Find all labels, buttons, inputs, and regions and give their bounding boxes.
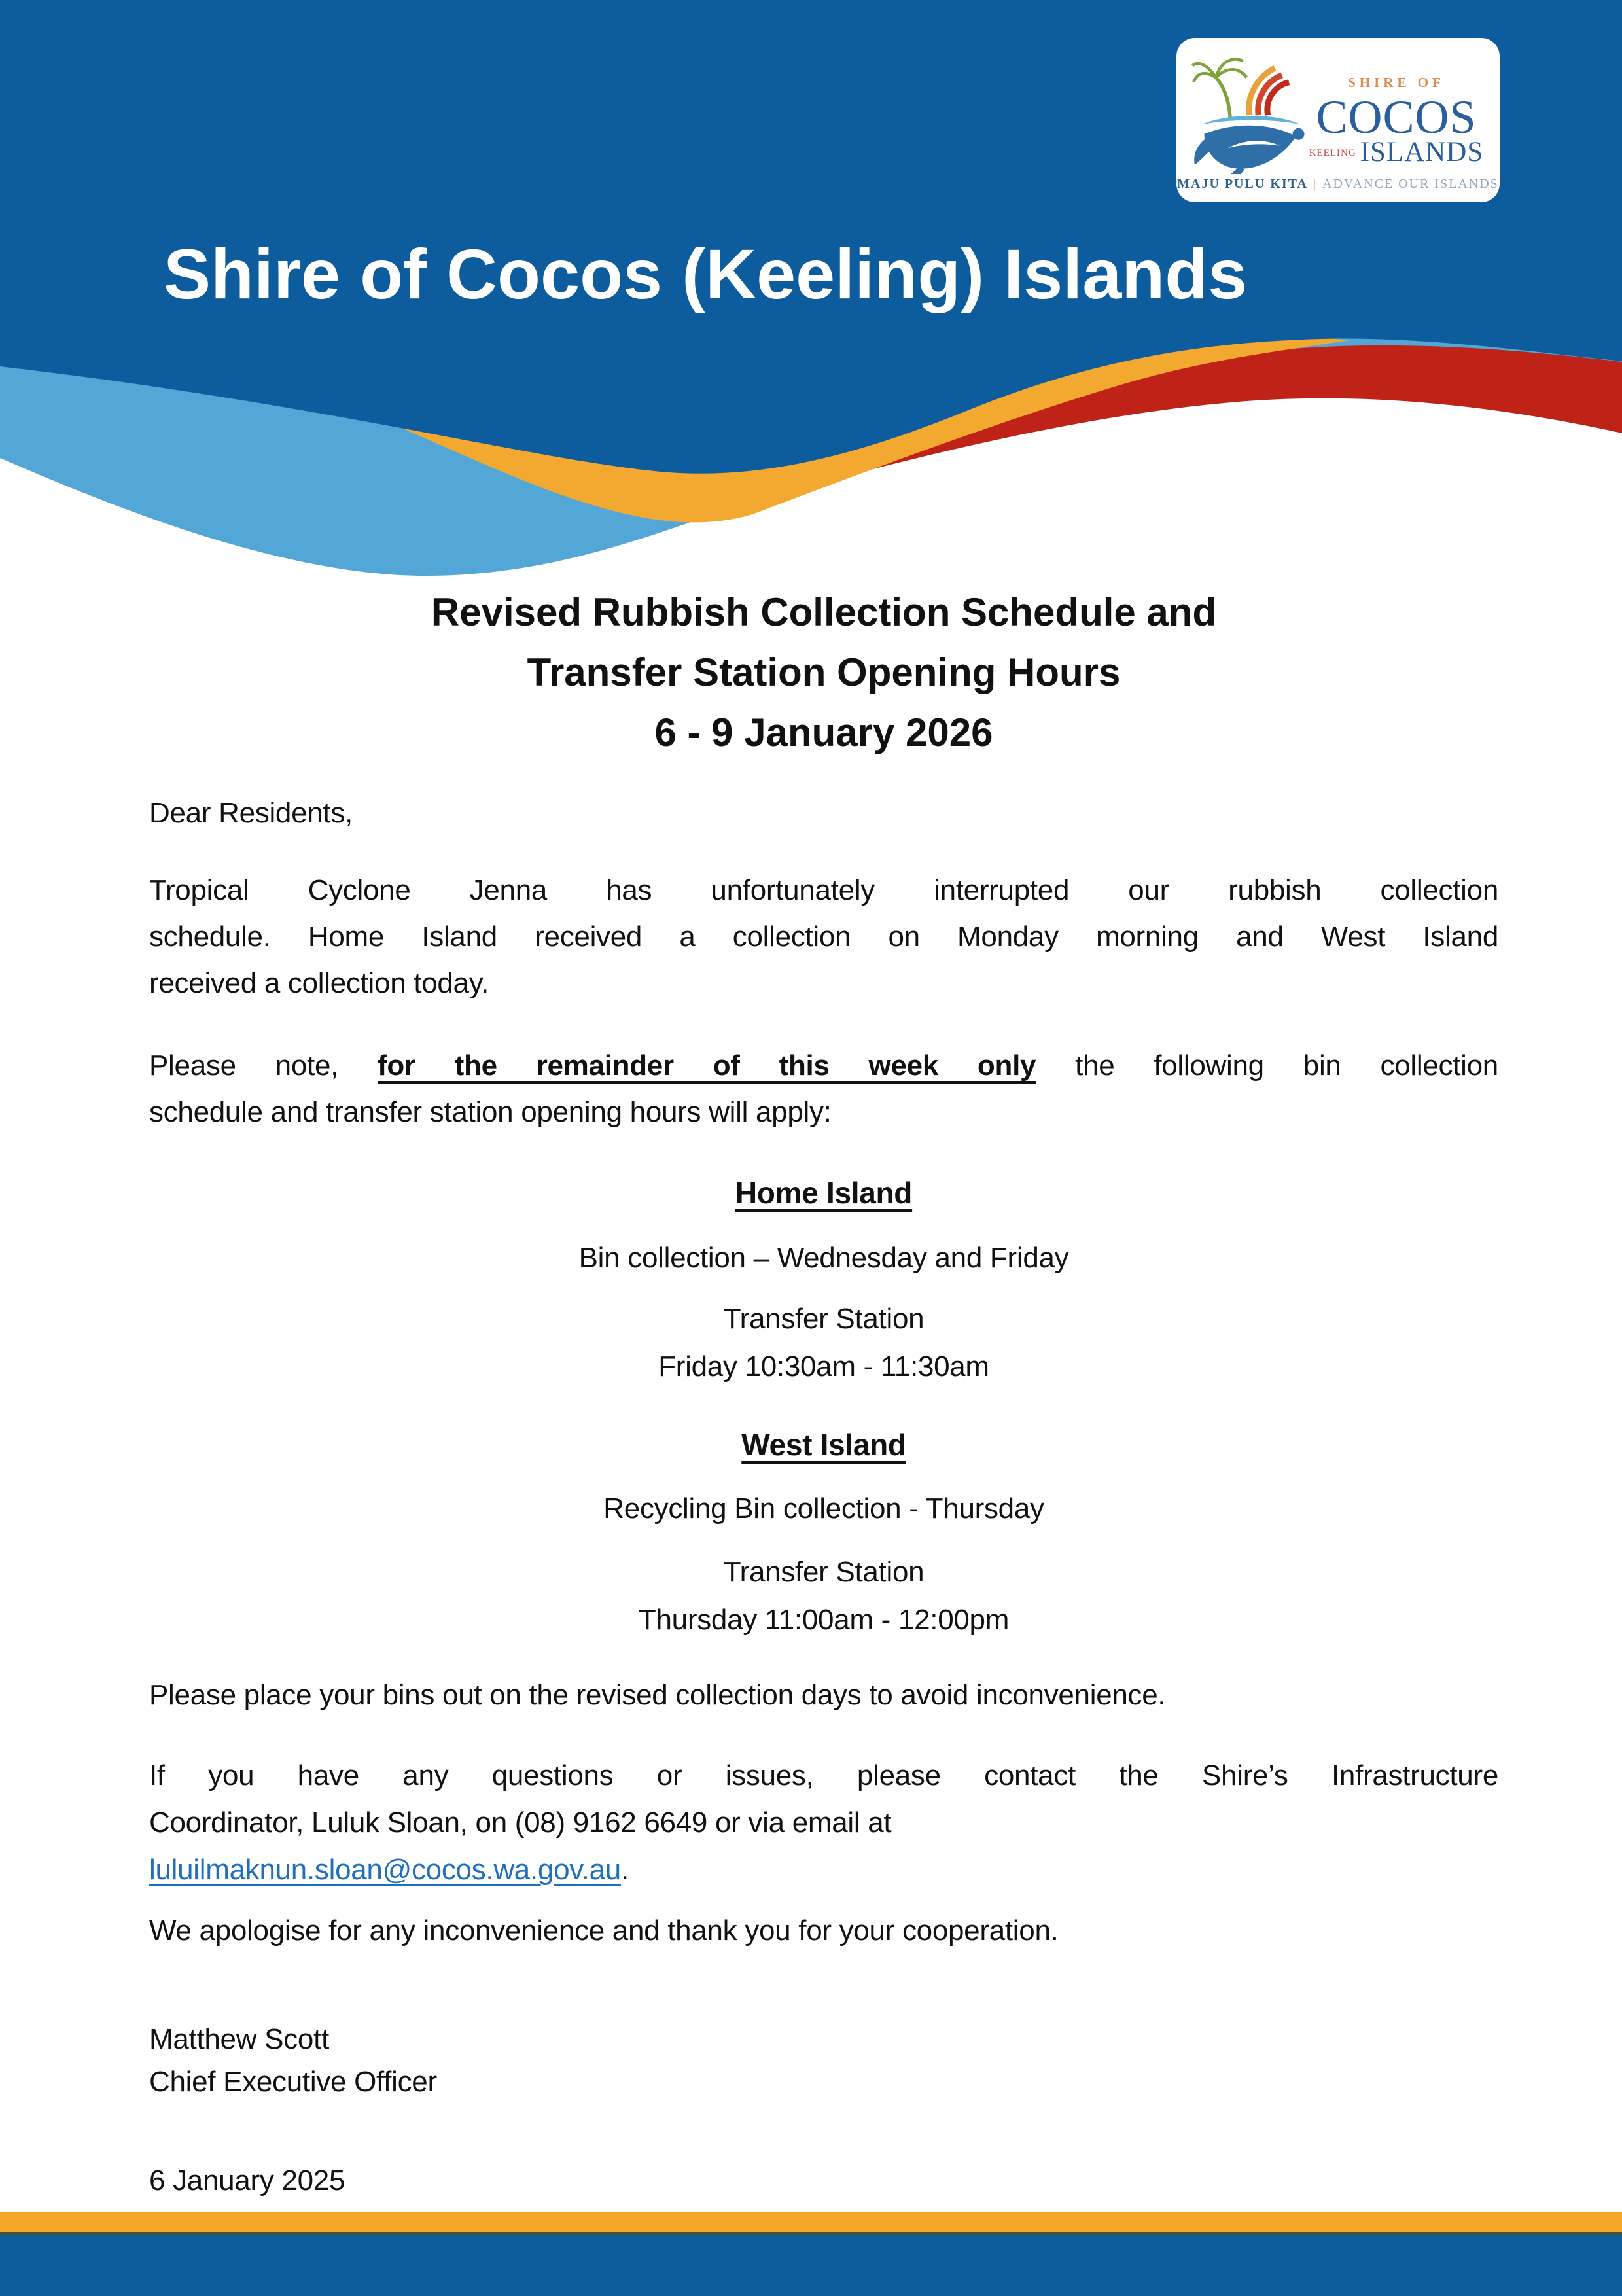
signature-title: Chief Executive Officer bbox=[149, 2066, 437, 2098]
paragraph-note-line1 bbox=[149, 1042, 1498, 1089]
sail-icon bbox=[1249, 68, 1290, 115]
palm-tree-icon bbox=[1193, 60, 1247, 118]
water-icon bbox=[1202, 116, 1301, 125]
home-transfer-heading: Transfer Station bbox=[723, 1303, 925, 1335]
note-suffix: the following bin collection bbox=[1036, 1050, 1498, 1082]
document-date: 6 January 2025 bbox=[149, 2164, 345, 2197]
logo-tagline bbox=[1176, 177, 1500, 192]
contact-line3 bbox=[149, 1846, 1498, 1894]
note-emphasis: for the remainder of this week only bbox=[377, 1050, 1036, 1082]
logo-islands: ISLANDS bbox=[1360, 137, 1484, 168]
logo-keeling: KEELING bbox=[1309, 148, 1356, 158]
banner-title: Shire of Cocos (Keeling) Islands bbox=[164, 234, 1248, 313]
document-title-line1: Revised Rubbish Collection Schedule and bbox=[431, 590, 1217, 634]
turtle-palm-logo-icon bbox=[1191, 56, 1312, 174]
shire-logo bbox=[1176, 38, 1500, 202]
turtle-icon bbox=[1194, 126, 1304, 174]
email-link[interactable]: luluilmaknun.sloan@cocos.wa.gov.au bbox=[149, 1854, 621, 1886]
paragraph-cyclone-line3: received a collection today. bbox=[149, 967, 489, 999]
home-transfer-hours: Friday 10:30am - 11:30am bbox=[658, 1351, 989, 1383]
document-title-line2: Transfer Station Opening Hours bbox=[527, 650, 1121, 694]
logo-tagline-right: ADVANCE OUR ISLANDS bbox=[1322, 177, 1499, 191]
paragraph-note-line2: schedule and transfer station opening hours will apply: bbox=[149, 1096, 832, 1128]
paragraph-cyclone-line2: schedule. Home Island received a collection on Monday morning and West Island bbox=[149, 921, 1498, 953]
salutation: Dear Residents, bbox=[149, 797, 353, 829]
signature-block bbox=[149, 2018, 1498, 2103]
apology-paragraph: We apologise for any inconvenience and thank you for your cooperation. bbox=[149, 1915, 1059, 1947]
contact-paragraph bbox=[149, 1752, 1498, 1894]
signature-name: Matthew Scott bbox=[149, 2023, 329, 2055]
logo-tagline-divider: | bbox=[1313, 177, 1317, 191]
footer-blue-band bbox=[0, 2235, 1622, 2296]
west-island-heading: West Island bbox=[741, 1428, 906, 1462]
email-period: . bbox=[620, 1854, 629, 1886]
note-prefix: Please note, bbox=[149, 1050, 378, 1082]
west-transfer-heading: Transfer Station bbox=[723, 1556, 925, 1588]
west-transfer-hours: Thursday 11:00am - 12:00pm bbox=[638, 1604, 1010, 1636]
west-island-transfer-station bbox=[149, 1548, 1498, 1644]
home-island-bin-collection: Bin collection – Wednesday and Friday bbox=[578, 1242, 1069, 1274]
reminder-paragraph: Please place your bins out on the revised collection days to avoid inconvenience. bbox=[149, 1679, 1166, 1711]
home-island-heading: Home Island bbox=[735, 1176, 913, 1210]
home-island-transfer-station bbox=[149, 1295, 1498, 1390]
contact-line2: Coordinator, Luluk Sloan, on (08) 9162 6649 or via email at bbox=[149, 1807, 892, 1839]
logo-tagline-left: MAJU PULU KITA bbox=[1177, 177, 1308, 191]
footer-orange-stripe bbox=[0, 2212, 1622, 2232]
paragraph-note bbox=[149, 1042, 1498, 1135]
document-title-line3: 6 - 9 January 2026 bbox=[654, 711, 993, 754]
west-island-bin-collection: Recycling Bin collection - Thursday bbox=[603, 1492, 1044, 1525]
logo-wordmark bbox=[1302, 76, 1490, 166]
document-title bbox=[149, 582, 1498, 763]
logo-shire-of: SHIRE OF bbox=[1348, 75, 1445, 90]
contact-line1: If you have any questions or issues, please contact the Shire’s Infrastructure bbox=[149, 1759, 1498, 1792]
paragraph-cyclone bbox=[149, 867, 1498, 1006]
paragraph-cyclone-line1: Tropical Cyclone Jenna has unfortunately interrupted our rubbish collection bbox=[149, 874, 1498, 906]
logo-cocos: COCOS bbox=[1316, 91, 1477, 143]
